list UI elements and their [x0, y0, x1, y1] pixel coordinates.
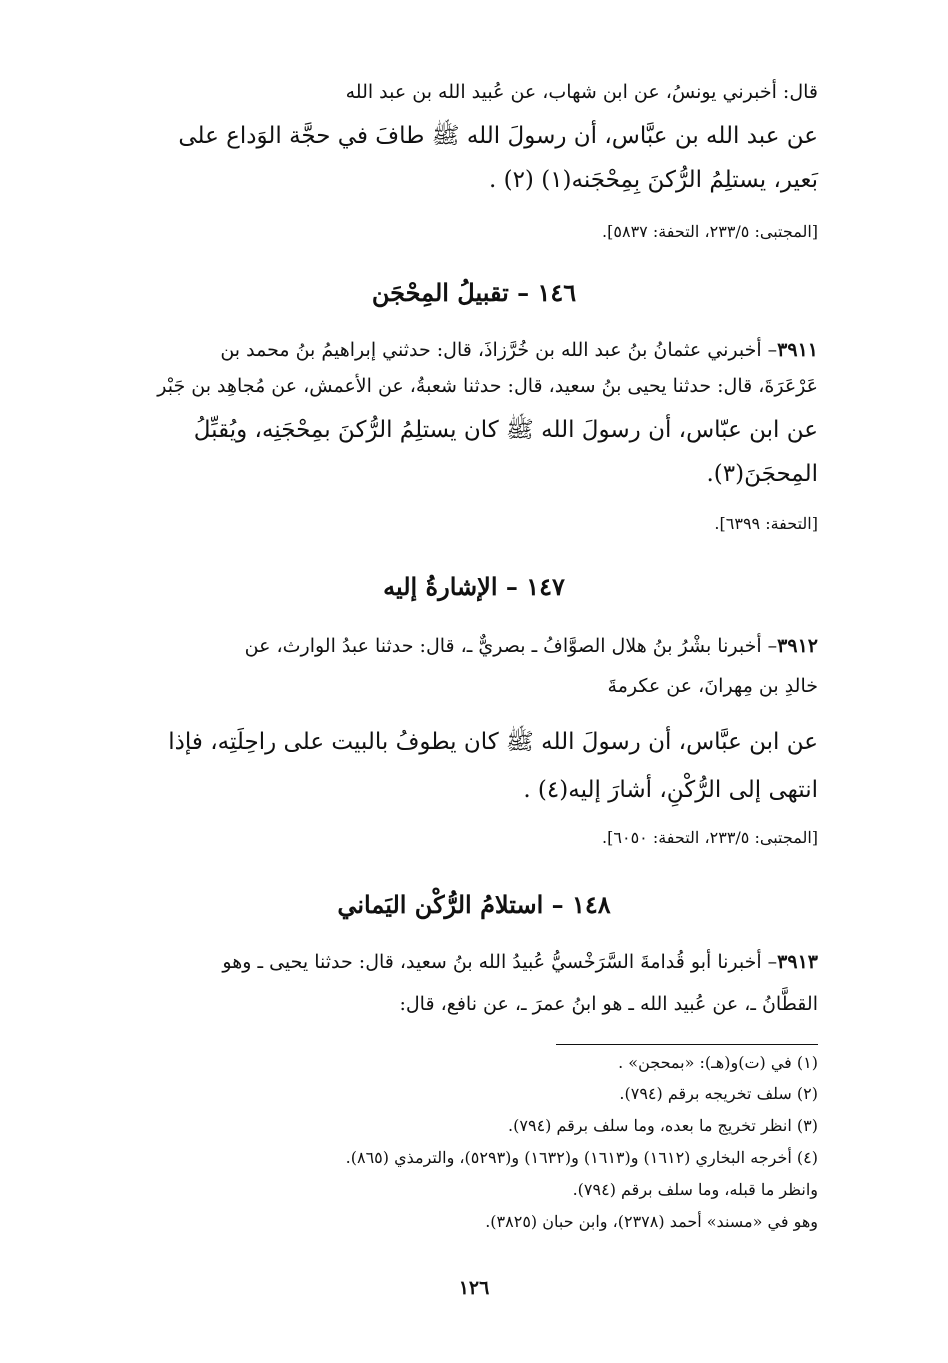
hadith-3913-isnad: [222, 950, 818, 975]
hadith-3912-isnad: [245, 634, 818, 659]
footnote: (٣) انظر تخريج ما بعده، وما سلف برقم (٧٩٤).: [508, 1116, 818, 1135]
hadith-number: ٣٩١٢: [777, 635, 818, 657]
matn-line: عن ابن عبَّاس، أن رسولَ الله ﷺ كان يطوفُ بالبيت على راحِلَتِه، فإذا: [168, 729, 818, 755]
matn-line: بَعير، يستلِمُ الرُّكنَ بِمِحْجَنه(١) (٢) .: [488, 167, 818, 193]
isnad-line: عَرْعَرَةَ، قال: حدثنا يحيى بنُ سعيد، قال: حدثنا شعبةُ، عن الأعمش، عن مُجاهِد بن جَبْر: [157, 375, 818, 397]
chapter-heading-148: ١٤٨ – استلامُ الرُّكْن اليَماني: [337, 890, 611, 919]
hadith-3911-isnad: [220, 338, 818, 363]
source-reference: [المجتبى: ٢٣٣/٥، التحفة: ٦٠٥٠].: [602, 828, 818, 847]
isnad-text: – أخبرني عثمانُ بنُ عبد الله بن خُرَّزاذَ، قال: حدثني إبراهيمُ بنُ محمد بن: [220, 339, 778, 361]
hadith-number: ٣٩١١: [777, 339, 818, 361]
chapter-heading-146: ١٤٦ – تقبيلُ المِحْجَن: [371, 278, 577, 307]
footnote: (٢) سلف تخريجه برقم (٧٩٤).: [619, 1084, 818, 1103]
page-number: ١٢٦: [458, 1277, 490, 1299]
chapter-heading-147: ١٤٧ – الإشارةُ إليه: [383, 572, 565, 601]
isnad-line: خالدِ بن مِهرانَ، عن عكرمةَ: [607, 675, 818, 697]
matn-line: عن عبد الله بن عبَّاس، أن رسولَ الله ﷺ طافَ في حجَّة الوَداع على: [178, 123, 818, 149]
isnad-text: – أخبرنا أبو قُدامةَ السَّرَخْسيُّ عُبيدُ الله بنُ سعيد، قال: حدثنا يحيى ـ وهو: [222, 951, 778, 973]
hadith-number: ٣٩١٣: [777, 951, 818, 973]
isnad-line: القطَّانُ ـ، عن عُبيد الله ـ هو ابنُ عمرَ ـ، عن نافع، قال:: [399, 993, 818, 1015]
footnote: وهو في «مسند» أحمد (٢٣٧٨)، وابن حبان (٣٨٢٥).: [485, 1212, 818, 1231]
matn-line: عن ابن عبّاس، أن رسولَ الله ﷺ كان يستلِمُ الرُّكنَ بمِحْجَنِه، ويُقبِّلُ: [193, 417, 818, 443]
isnad-text: – أخبرنا بشْرُ بنُ هلال الصوَّافُ ـ بصريٌّ ـ، قال: حدثنا عبدُ الوارث، عن: [244, 635, 778, 657]
source-reference: [المجتبى: ٢٣٣/٥، التحفة: ٥٨٣٧].: [602, 222, 818, 241]
matn-line: انتهى إلى الرُّكْنِ، أشارَ إليه(٤) .: [523, 777, 818, 803]
footnote: وانظر ما قبله، وما سلف برقم (٧٩٤).: [572, 1180, 818, 1199]
footnote: (٤) أخرجه البخاري (١٦١٢) و(١٦١٣) و(١٦٣٢) و(٥٢٩٣)، والترمذي (٨٦٥).: [345, 1148, 818, 1167]
footnote: (١) في (ت)و(هـ): «بمحجن» .: [618, 1053, 818, 1072]
footnote-separator: [556, 1044, 818, 1045]
source-reference: [التحفة: ٦٣٩٩].: [714, 514, 818, 533]
matn-line: المِحجَنَ(٣).: [706, 461, 818, 487]
isnad-line: قال: أخبرني يونسُ، عن ابن شهاب، عن عُبيد الله بن عبد الله: [345, 81, 818, 103]
